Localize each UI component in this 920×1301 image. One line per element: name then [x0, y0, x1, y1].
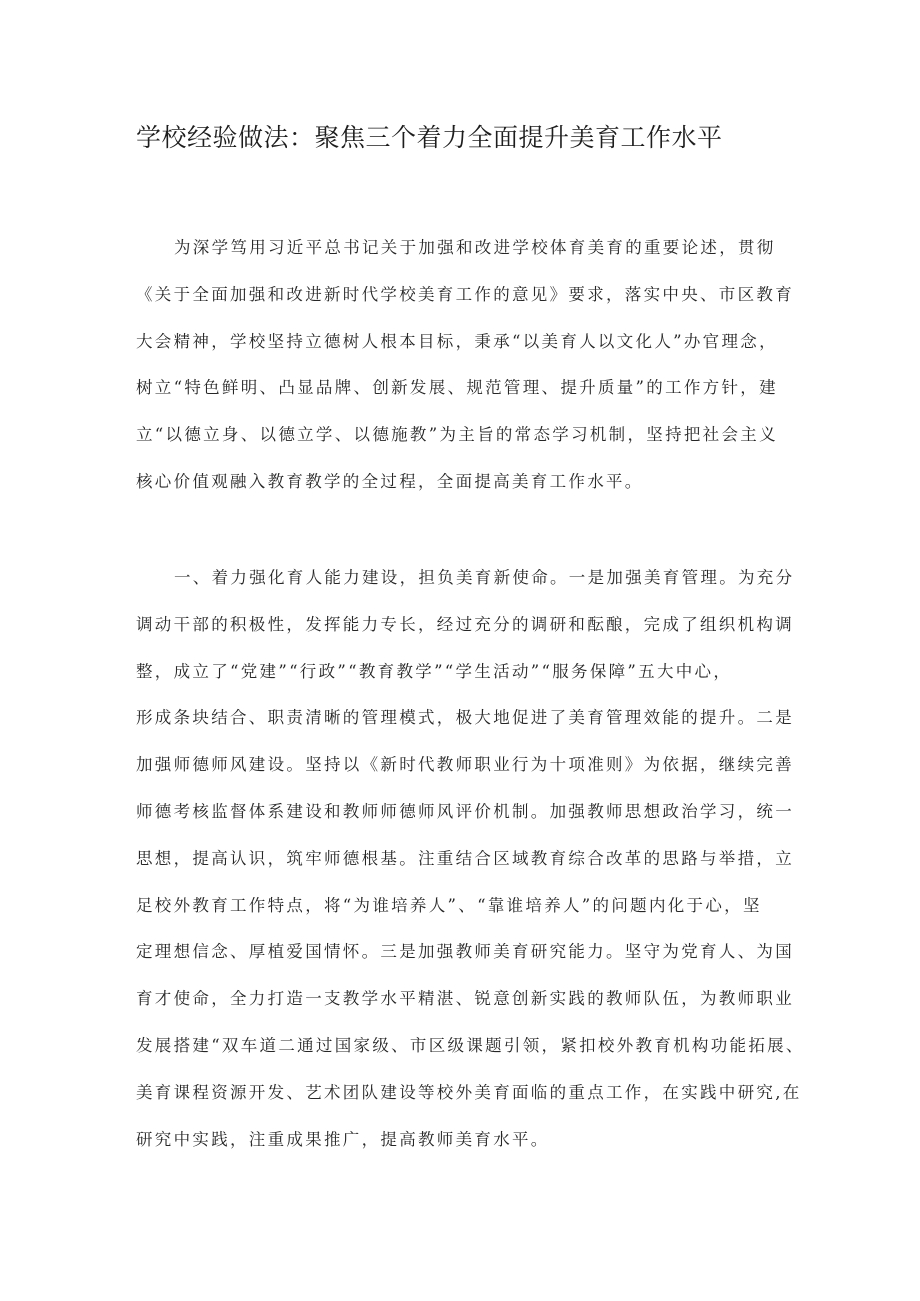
paragraph-line: 研究中实践，注重成果推广，提高教师美育水平。 — [136, 1129, 550, 1149]
paragraph-line: 《关于全面加强和改进新时代学校美育工作的意见》要求，落实中央、市区教育 — [136, 284, 794, 304]
paragraph-line: 树立“特色鲜明、凸显品牌、创新发展、规范管理、提升质量”的工作方针，建 — [136, 378, 778, 398]
paragraph-line: 足校外教育工作特点，将“为谁培养人”、“靠谁培养人”的问题内化于心，坚 — [136, 895, 762, 915]
paragraph-line: 美育课程资源开发、艺术团队建设等校外美育面临的重点工作，在实践中研究,在 — [136, 1082, 802, 1102]
paragraph-line: 育才使命，全力打造一支教学水平精湛、锐意创新实践的教师队伍，为教师职业 — [136, 989, 794, 1009]
paragraph-line: 整，成立了“党建”“行政”“教育教学”“学生活动”“服务保障”五大中心， — [136, 661, 733, 681]
paragraph-line: 思想，提高认识，筑牢师德根基。注重结合区域教育综合改革的思路与举措，立 — [136, 848, 794, 868]
paragraph-line: 为深学笃用习近平总书记关于加强和改进学校体育美育的重要论述，贯彻 — [174, 238, 776, 257]
paragraph-intro — [136, 225, 796, 506]
paragraph-line: 加强师德师风建设。坚持以《新时代教师职业行为十项准则》为依据，继续完善 — [136, 755, 794, 775]
paragraph-line: 形成条块结合、职责清晰的管理模式，极大地促进了美育管理效能的提升。二是 — [136, 708, 794, 728]
paragraph-line: 立“以德立身、以德立学、以德施教”为主旨的常态学习机制，坚持把社会主义 — [136, 425, 778, 445]
paragraph-line: 大会精神，学校坚持立德树人根本目标，秉承“以美育人以文化人”办官理念， — [136, 331, 778, 351]
document-title: 学校经验做法：聚焦三个着力全面提升美育工作水平 — [136, 123, 723, 152]
paragraph-line: 调动干部的积极性，发挥能力专长，经过充分的调研和酝酿，完成了组织机构调 — [136, 614, 794, 634]
paragraph-line: 一、着力强化育人能力建设，担负美育新使命。一是加强美育管理。为充分 — [174, 568, 795, 587]
paragraph-line: 定理想信念、厚植爱国情怀。三是加强教师美育研究能力。坚守为党育人、为国 — [136, 942, 794, 962]
paragraph-line: 师德考核监督体系建设和教师师德师风评价机制。加强教师思想政治学习，统一 — [136, 801, 794, 821]
paragraph-line: 核心价值观融入教育教学的全过程，全面提高美育工作水平。 — [136, 471, 644, 491]
paragraph-line: 发展搭建“双车道二通过国家级、市区级课题引领，紧扣校外教育机构功能拓展、 — [136, 1035, 805, 1055]
paragraph-section-one — [136, 555, 805, 1163]
